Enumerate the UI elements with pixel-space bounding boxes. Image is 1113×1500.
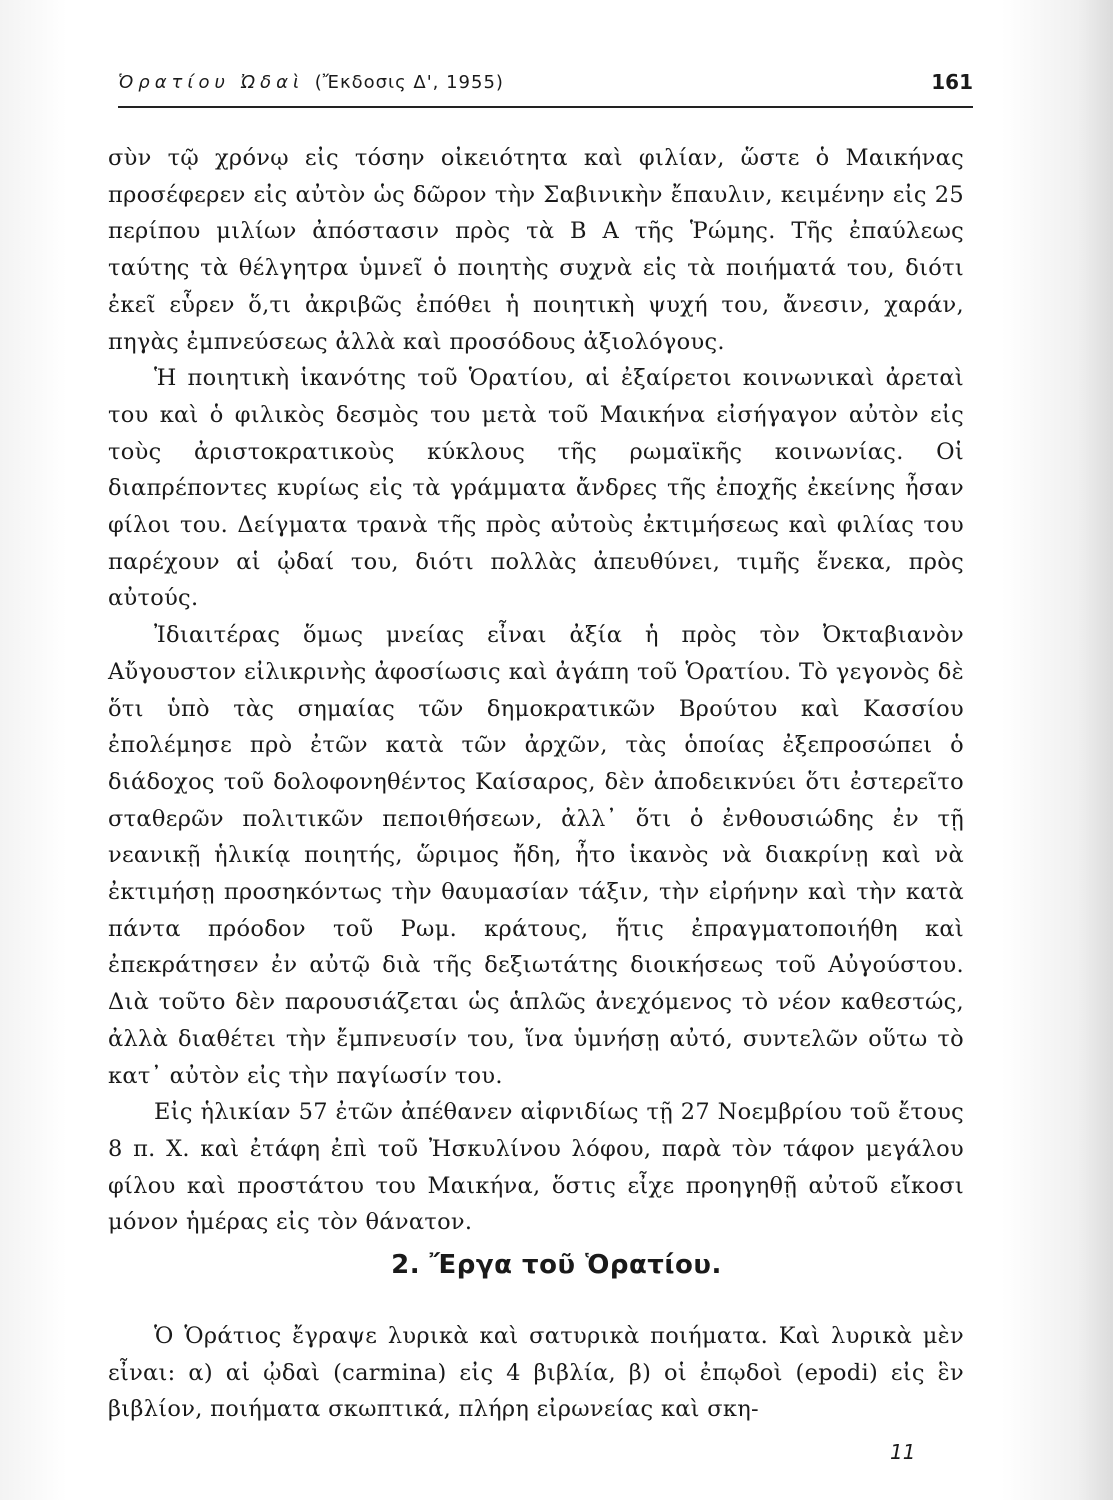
header-book-title: Ὁρατίου Ὠδαὶ	[118, 72, 305, 93]
paragraph-3: Ἰδιαιτέρας ὅμως μνείας εἶναι ἀξία ἡ πρὸς τὸν Ὀκταβιανὸν Αὔγουστον εἰλικρινὴς ἀφοσίωσις καὶ ἀγάπη τοῦ Ὁρατίου. Τὸ γεγονὸς δὲ ὅτι ὑπὸ τὰς σημαίας τῶν δημοκρατικῶν Βρούτου καὶ Κασσίου ἐπολέμησε πρὸ ἐτῶν κατὰ τῶν ἀρχῶν, τὰς ὁποίας ἐξεπροσώπει ὁ διάδοχος τοῦ δολοφονηθέντος Καίσαρος, δὲν ἀποδεικνύει ὅτι ἐστερεῖτο σταθερῶν πολιτικῶν πεποιθήσεων, ἀλλ᾽ ὅτι ὁ ἐνθουσιώδης ἐν τῇ νεανικῇ ἡλικίᾳ ποιητής, ὥριμος ἤδη, ἦτο ἱκανὸς νὰ διακρίνῃ καὶ νὰ ἐκτιμήσῃ προσηκόντως τὴν θαυμασίαν τάξιν, τὴν εἰρήνην καὶ τὴν κατὰ πάντα πρόοδον τοῦ Ρωμ. κράτους, ἥτις ἐπραγματοποιήθη καὶ ἐπεκράτησεν ἐν αὐτῷ διὰ τῆς δεξιωτάτης διοικήσεως τοῦ Αὐγούστου. Διὰ τοῦτο δὲν παρουσιάζεται ὡς ἁπλῶς ἀνεχόμενος τὸ νέον καθεστώς, ἀλλὰ διαθέτει τὴν ἔμπνευσίν του, ἵνα ὑμνήσῃ αὐτό, συντελῶν οὕτω τὸ κατ᾽ αὐτὸν εἰς τὴν παγίωσίν του.	[108, 622, 964, 1089]
signature-mark: 11	[890, 1440, 916, 1464]
running-header	[118, 68, 973, 108]
header-edition: (Ἔκδοσις Δ', 1955)	[314, 72, 504, 93]
paragraph-1: σὺν τῷ χρόνῳ εἰς τόσην οἰκειότητα καὶ φιλίαν, ὥστε ὁ Μαικήνας προσέφερεν εἰς αὐτὸν ὡς δῶρον τὴν Σαβινικὴν ἔπαυλιν, κειμένην εἰς 25 περίπου μιλίων ἀπόστασιν πρὸς τὰ Β Α τῆς Ῥώμης. Τῆς ἐπαύλεως ταύτης τὰ θέλγητρα ὑμνεῖ ὁ ποιητὴς συχνὰ εἰς τὰ ποιήματά του, διότι ἐκεῖ εὗρεν ὅ,τι ἀκριβῶς ἐπόθει ἡ ποιητικὴ ψυχή του, ἄνεσιν, χαράν, πηγὰς ἐμπνεύσεως ἀλλὰ καὶ προσόδους ἀξιολόγους.	[108, 145, 964, 355]
paragraph-4: Εἰς ἡλικίαν 57 ἐτῶν ἀπέθανεν αἰφνιδίως τῇ 27 Νοεμβρίου τοῦ ἔτους 8 π. Χ. καὶ ἐτάφη ἐπὶ τοῦ Ἠσκυλίνου λόφου, παρὰ τὸν τάφον μεγάλου φίλου καὶ προστάτου του Μαικήνα, ὅστις εἶχε προηγηθῇ αὐτοῦ εἴκοσι μόνον ἡμέρας εἰς τὸν θάνατον.	[108, 1099, 964, 1236]
section-heading: 2. Ἔργα τοῦ Ὁρατίου.	[391, 1250, 722, 1280]
paragraph-2: Ἡ ποιητικὴ ἱκανότης τοῦ Ὁρατίου, αἱ ἐξαίρετοι κοινωνικαὶ ἀρεταὶ του καὶ ὁ φιλικὸς δεσμὸς του μετὰ τοῦ Μαικήνα εἰσήγαγον αὐτὸν εἰς τοὺς ἀριστοκρατικοὺς κύκλους τῆς ρωμαϊκῆς κοινωνίας. Οἱ διαπρέποντες κυρίως εἰς τὰ γράμματα ἄνδρες τῆς ἐποχῆς ἐκείνης ἦσαν φίλοι του. Δείγματα τρανὰ τῆς πρὸς αὐτοὺς ἐκτιμήσεως καὶ φιλίας του παρέχουν αἱ ᾠδαί του, διότι πολλὰς ἀπευθύνει, τιμῆς ἕνεκα, πρὸς αὐτούς.	[108, 365, 964, 612]
header-title	[118, 72, 504, 93]
main-text	[108, 140, 964, 1241]
page-number: 161	[931, 70, 973, 94]
section-paragraph: Ὁ Ὁράτιος ἔγραψε λυρικὰ καὶ σατυρικὰ ποιήματα. Καὶ λυρικὰ μὲν εἶναι: α) αἱ ᾠδαὶ (carmina) εἰς 4 βιβλία, β) οἱ ἐπῳδοὶ (epodi) εἰς ἓν βιβλίον, ποιήματα σκωπτικά, πλήρη εἰρωνείας καὶ σκη-	[108, 1323, 964, 1423]
section-text	[108, 1318, 964, 1428]
